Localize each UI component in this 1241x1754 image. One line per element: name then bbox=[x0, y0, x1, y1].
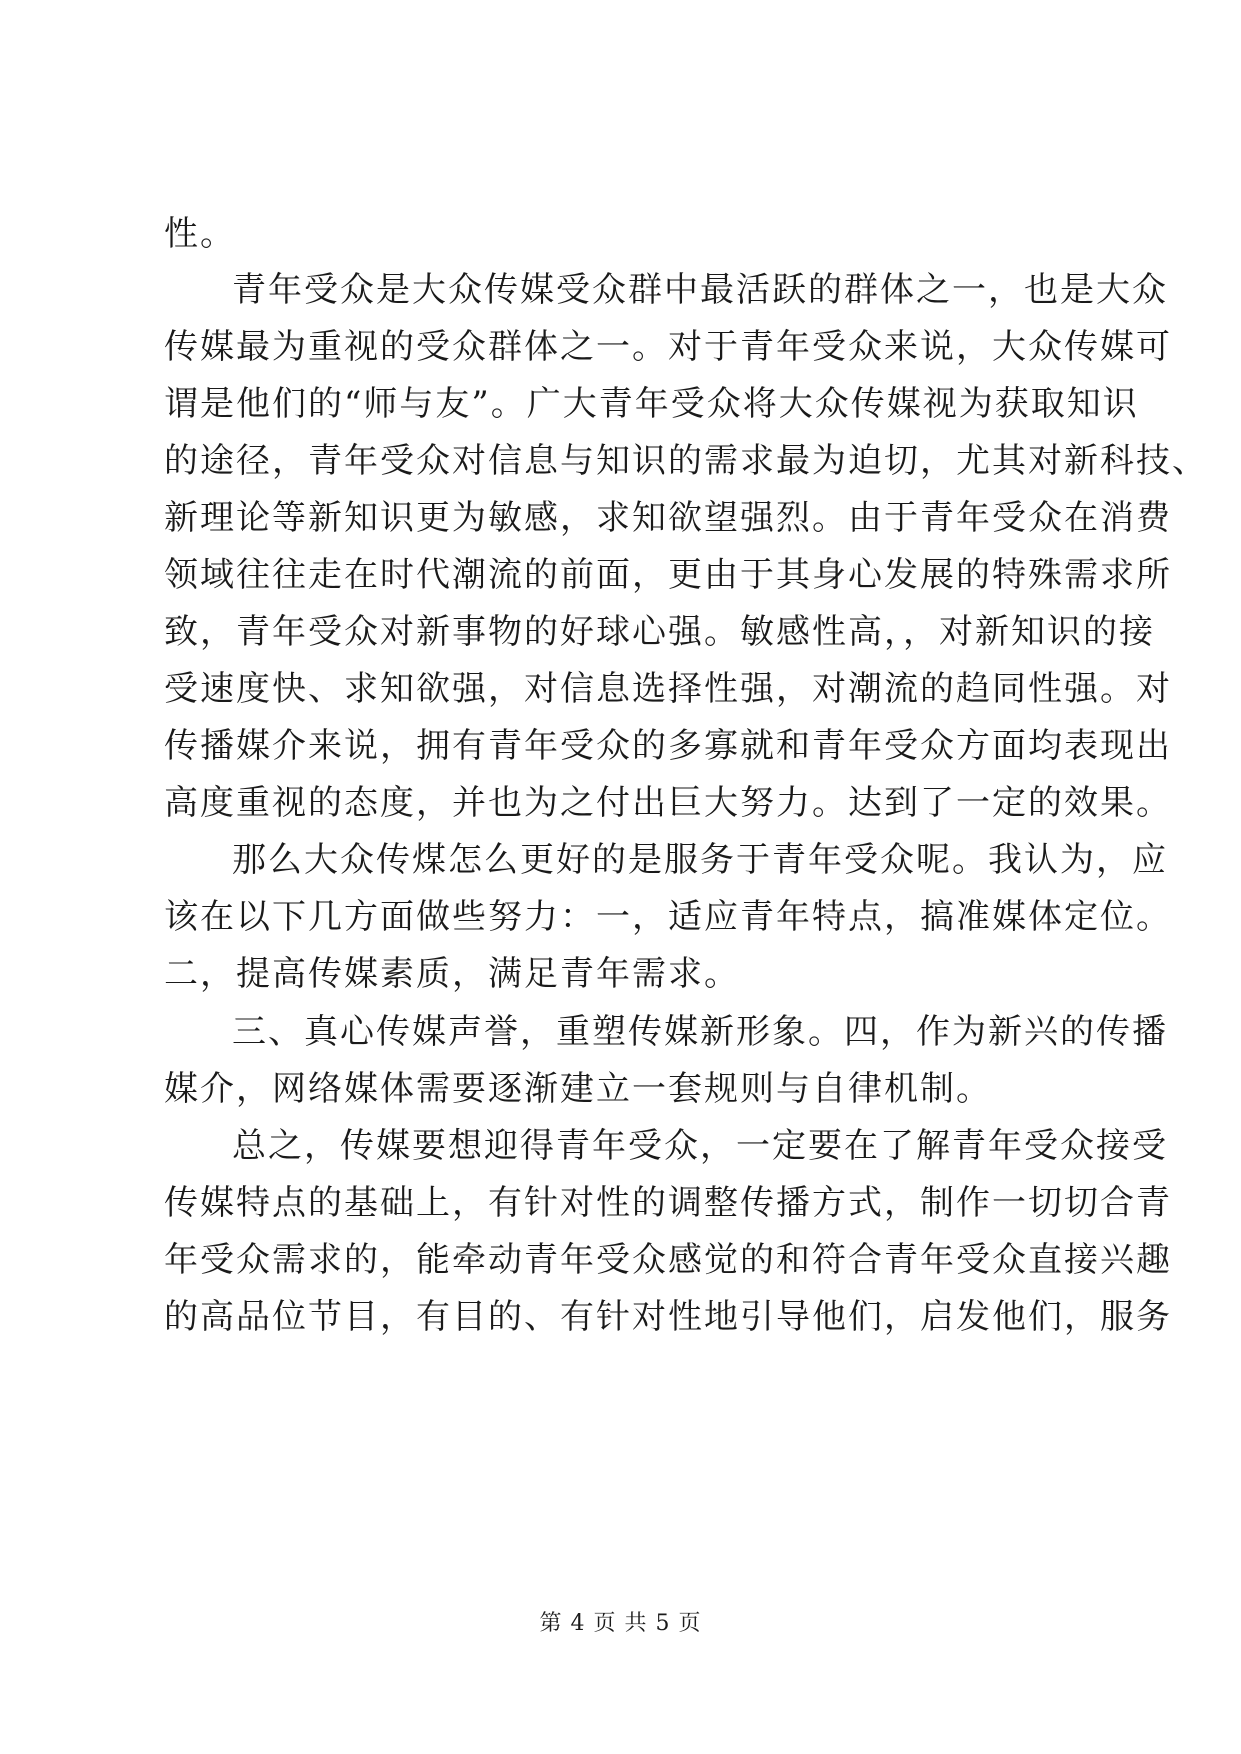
page-number-footer: 第 4 页 共 5 页 bbox=[539, 1611, 702, 1636]
text-line: 受速度快、求知欲强，对信息选择性强，对潮流的趋同性强。对 bbox=[164, 669, 1172, 709]
text-line: 致，青年受众对新事物的好球心强。敏感性高，，对新知识的接 bbox=[164, 612, 1155, 652]
text-line: 传播媒介来说，拥有青年受众的多寡就和青年受众方面均表现出 bbox=[164, 726, 1172, 766]
text-line: 传媒最为重视的受众群体之一。对于青年受众来说，大众传媒可 bbox=[164, 327, 1172, 367]
paragraph-first-line: 总之，传媒要想迎得青年受众，一定要在了解青年受众接受 bbox=[232, 1126, 1168, 1166]
text-line: 的途径，青年受众对信息与知识的需求最为迫切，尤其对新科技、 bbox=[164, 441, 1208, 481]
paragraph-first-line: 青年受众是大众传媒受众群中最活跃的群体之一，也是大众 bbox=[232, 270, 1168, 310]
text-line: 性。 bbox=[164, 214, 236, 254]
text-line: 传媒特点的基础上，有针对性的调整传播方式，制作一切切合青 bbox=[164, 1183, 1172, 1223]
text-line: 的高品位节目，有目的、有针对性地引导他们，启发他们，服务 bbox=[164, 1297, 1172, 1337]
text-line: 领域往往走在时代潮流的前面，更由于其身心发展的特殊需求所 bbox=[164, 555, 1172, 595]
paragraph-first-line: 那么大众传煤怎么更好的是服务于青年受众呢。我认为，应 bbox=[232, 840, 1168, 880]
text-line: 二，提高传媒素质，满足青年需求。 bbox=[164, 954, 740, 994]
text-line: 谓是他们的“师与友”。广大青年受众将大众传媒视为获取知识 bbox=[164, 384, 1139, 424]
paragraph-first-line: 三、真心传媒声誉，重塑传媒新形象。四，作为新兴的传播 bbox=[232, 1012, 1168, 1052]
text-line: 年受众需求的，能牵动青年受众感觉的和符合青年受众直接兴趣 bbox=[164, 1240, 1172, 1280]
text-line: 媒介，网络媒体需要逐渐建立一套规则与自律机制。 bbox=[164, 1069, 992, 1109]
text-line: 高度重视的态度，并也为之付出巨大努力。达到了一定的效果。 bbox=[164, 783, 1172, 823]
text-line: 新理论等新知识更为敏感，求知欲望强烈。由于青年受众在消费 bbox=[164, 498, 1172, 538]
text-line: 该在以下几方面做些努力：一，适应青年特点，搞准媒体定位。 bbox=[164, 897, 1172, 937]
